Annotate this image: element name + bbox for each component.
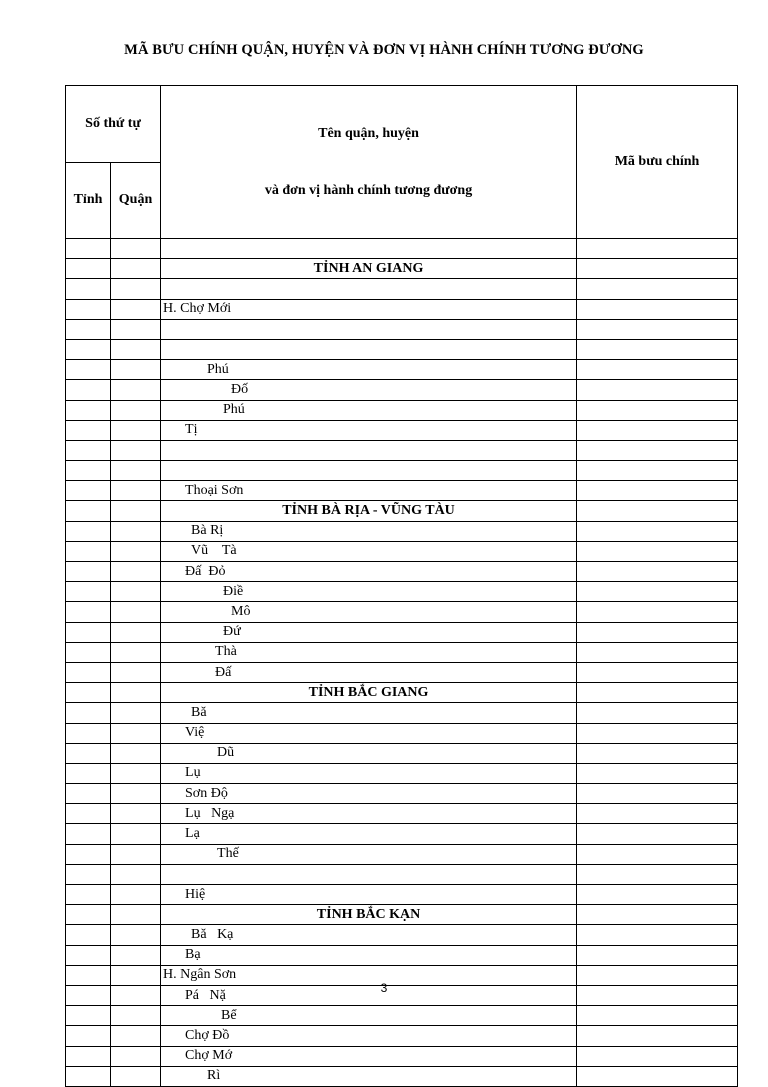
table-row: [66, 723, 738, 743]
cell-ma-buu-chinh: [577, 1006, 738, 1026]
cell-name: Đấ Đỏ: [161, 562, 577, 582]
table-row: [66, 521, 738, 541]
cell-name: Phú: [161, 360, 577, 380]
cell-tinh: [66, 582, 111, 602]
table-row: [66, 339, 738, 359]
cell-name: Bà Rị: [161, 521, 577, 541]
cell-name: Thoại Sơn: [161, 481, 577, 501]
cell-tinh: [66, 723, 111, 743]
cell-tinh: [66, 683, 111, 703]
cell-tinh: [66, 400, 111, 420]
cell-quan: [111, 239, 161, 259]
cell-ma-buu-chinh: [577, 481, 738, 501]
cell-quan: [111, 440, 161, 460]
cell-tinh: [66, 299, 111, 319]
table-row: [66, 239, 738, 259]
cell-name: Chợ Mớ: [161, 1046, 577, 1066]
cell-ma-buu-chinh: [577, 784, 738, 804]
cell-quan: [111, 945, 161, 965]
cell-ma-buu-chinh: [577, 622, 738, 642]
cell-ma-buu-chinh: [577, 723, 738, 743]
cell-quan: [111, 259, 161, 279]
cell-ma-buu-chinh: [577, 824, 738, 844]
cell-quan: [111, 481, 161, 501]
table-row: [66, 602, 738, 622]
table-row: [66, 642, 738, 662]
cell-tinh: [66, 1026, 111, 1046]
cell-name: Lạ: [161, 824, 577, 844]
cell-quan: [111, 642, 161, 662]
table-row: [66, 622, 738, 642]
cell-quan: [111, 400, 161, 420]
cell-quan: [111, 784, 161, 804]
table-row: [66, 420, 738, 440]
cell-ma-buu-chinh: [577, 1066, 738, 1086]
cell-ma-buu-chinh: [577, 864, 738, 884]
cell-name: Vũ Tà: [161, 541, 577, 561]
page-number: 3: [380, 981, 388, 995]
table-row: [66, 743, 738, 763]
cell-ma-buu-chinh: [577, 885, 738, 905]
cell-tinh: [66, 521, 111, 541]
cell-ma-buu-chinh: [577, 259, 738, 279]
cell-tinh: [66, 703, 111, 723]
cell-quan: [111, 723, 161, 743]
table-row: [66, 562, 738, 582]
table-row: [66, 1006, 738, 1026]
cell-tinh: [66, 743, 111, 763]
section-row: [66, 905, 738, 925]
header-ten-quan-huyen: [161, 86, 577, 239]
table-row: [66, 461, 738, 481]
cell-quan: [111, 703, 161, 723]
cell-quan: [111, 864, 161, 884]
cell-quan: [111, 420, 161, 440]
cell-tinh: [66, 420, 111, 440]
cell-name: Pá Nặ: [161, 985, 577, 1005]
cell-name: [161, 279, 577, 299]
section-heading: TỈNH AN GIANG: [161, 259, 577, 279]
cell-name: Đố: [161, 380, 577, 400]
cell-tinh: [66, 279, 111, 299]
cell-ma-buu-chinh: [577, 582, 738, 602]
cell-quan: [111, 602, 161, 622]
cell-quan: [111, 360, 161, 380]
cell-tinh: [66, 804, 111, 824]
page-title: MÃ BƯU CHÍNH QUẬN, HUYỆN VÀ ĐƠN VỊ HÀNH CHÍNH TƯƠNG ĐƯƠNG: [124, 42, 644, 58]
cell-ma-buu-chinh: [577, 239, 738, 259]
cell-ma-buu-chinh: [577, 804, 738, 824]
table-row: [66, 1026, 738, 1046]
cell-name: Bạ: [161, 945, 577, 965]
cell-name: [161, 864, 577, 884]
table-row: [66, 279, 738, 299]
cell-name: H. Chợ Mới: [161, 299, 577, 319]
cell-ma-buu-chinh: [577, 279, 738, 299]
cell-name: Phú: [161, 400, 577, 420]
cell-tinh: [66, 1066, 111, 1086]
header-ten-line1: Tên quận, huyện: [318, 126, 419, 141]
cell-quan: [111, 1026, 161, 1046]
cell-quan: [111, 844, 161, 864]
cell-ma-buu-chinh: [577, 683, 738, 703]
cell-tinh: [66, 905, 111, 925]
cell-ma-buu-chinh: [577, 1026, 738, 1046]
cell-tinh: [66, 339, 111, 359]
cell-quan: [111, 1006, 161, 1026]
cell-tinh: [66, 380, 111, 400]
cell-name: [161, 440, 577, 460]
cell-tinh: [66, 481, 111, 501]
cell-quan: [111, 319, 161, 339]
cell-tinh: [66, 461, 111, 481]
table-row: [66, 662, 738, 682]
table-row: [66, 1046, 738, 1066]
cell-quan: [111, 1066, 161, 1086]
table-row: [66, 360, 738, 380]
cell-ma-buu-chinh: [577, 642, 738, 662]
cell-ma-buu-chinh: [577, 703, 738, 723]
cell-tinh: [66, 319, 111, 339]
cell-quan: [111, 743, 161, 763]
cell-tinh: [66, 885, 111, 905]
cell-quan: [111, 299, 161, 319]
cell-name: Lụ: [161, 763, 577, 783]
cell-ma-buu-chinh: [577, 562, 738, 582]
cell-name: Đứ: [161, 622, 577, 642]
cell-ma-buu-chinh: [577, 521, 738, 541]
cell-tinh: [66, 1006, 111, 1026]
cell-quan: [111, 541, 161, 561]
table-row: [66, 380, 738, 400]
cell-name: Mô: [161, 602, 577, 622]
cell-ma-buu-chinh: [577, 541, 738, 561]
cell-quan: [111, 501, 161, 521]
header-ten-line2: và đơn vị hành chính tương đương: [264, 183, 473, 198]
cell-tinh: [66, 259, 111, 279]
cell-name: [161, 461, 577, 481]
cell-name: Lụ Ngạ: [161, 804, 577, 824]
cell-tinh: [66, 360, 111, 380]
header-so-thu-tu: Số thứ tự: [66, 86, 161, 163]
table-row: [66, 844, 738, 864]
cell-tinh: [66, 501, 111, 521]
table-row: [66, 1066, 738, 1086]
cell-quan: [111, 622, 161, 642]
cell-quan: [111, 804, 161, 824]
cell-tinh: [66, 763, 111, 783]
cell-quan: [111, 461, 161, 481]
table-row: [66, 703, 738, 723]
cell-quan: [111, 582, 161, 602]
table-row: [66, 440, 738, 460]
section-row: [66, 501, 738, 521]
cell-quan: [111, 824, 161, 844]
table-row: [66, 824, 738, 844]
table-row: [66, 299, 738, 319]
table-row: [66, 925, 738, 945]
cell-name: Việ: [161, 723, 577, 743]
table-row: [66, 582, 738, 602]
cell-ma-buu-chinh: [577, 945, 738, 965]
header-ma-buu-chinh: Mã bưu chính: [577, 86, 738, 239]
table-row: [66, 763, 738, 783]
postal-code-table: [65, 85, 738, 1087]
cell-ma-buu-chinh: [577, 662, 738, 682]
cell-ma-buu-chinh: [577, 380, 738, 400]
cell-name: Điề: [161, 582, 577, 602]
cell-ma-buu-chinh: [577, 339, 738, 359]
cell-tinh: [66, 784, 111, 804]
section-heading: TỈNH BẮC GIANG: [161, 683, 577, 703]
table-row: [66, 481, 738, 501]
cell-tinh: [66, 562, 111, 582]
table-row: [66, 804, 738, 824]
cell-ma-buu-chinh: [577, 763, 738, 783]
cell-name: Dũ: [161, 743, 577, 763]
table-row: [66, 945, 738, 965]
cell-name: H. Ngân Sơn: [161, 965, 577, 985]
cell-quan: [111, 683, 161, 703]
table-row: [66, 864, 738, 884]
header-tinh: Tỉnh: [66, 162, 111, 239]
cell-ma-buu-chinh: [577, 925, 738, 945]
cell-name: Tị: [161, 420, 577, 440]
cell-tinh: [66, 1046, 111, 1066]
cell-quan: [111, 279, 161, 299]
cell-ma-buu-chinh: [577, 844, 738, 864]
cell-quan: [111, 562, 161, 582]
cell-name: Hiệ: [161, 885, 577, 905]
cell-tinh: [66, 642, 111, 662]
cell-ma-buu-chinh: [577, 319, 738, 339]
section-row: [66, 683, 738, 703]
cell-ma-buu-chinh: [577, 461, 738, 481]
cell-ma-buu-chinh: [577, 299, 738, 319]
cell-name: [161, 319, 577, 339]
table-row: [66, 885, 738, 905]
table-row: [66, 319, 738, 339]
header-row-1: [66, 86, 738, 163]
cell-quan: [111, 905, 161, 925]
cell-name: Bă Kạ: [161, 925, 577, 945]
table-row: [66, 541, 738, 561]
table-body: [66, 239, 738, 1087]
cell-ma-buu-chinh: [577, 1046, 738, 1066]
cell-tinh: [66, 662, 111, 682]
cell-tinh: [66, 824, 111, 844]
cell-tinh: [66, 440, 111, 460]
cell-name: Thế: [161, 844, 577, 864]
section-row: [66, 259, 738, 279]
cell-name: Chợ Đồ: [161, 1026, 577, 1046]
section-heading: TỈNH BẮC KẠN: [161, 905, 577, 925]
cell-tinh: [66, 602, 111, 622]
cell-name: [161, 339, 577, 359]
cell-quan: [111, 925, 161, 945]
cell-tinh: [66, 925, 111, 945]
cell-name: Bể: [161, 1006, 577, 1026]
cell-name: Đấ: [161, 662, 577, 682]
cell-ma-buu-chinh: [577, 440, 738, 460]
cell-tinh: [66, 844, 111, 864]
cell-quan: [111, 380, 161, 400]
cell-ma-buu-chinh: [577, 602, 738, 622]
cell-name: Thà: [161, 642, 577, 662]
cell-name: [161, 239, 577, 259]
cell-tinh: [66, 945, 111, 965]
cell-name: Sơn Độ: [161, 784, 577, 804]
cell-quan: [111, 1046, 161, 1066]
cell-quan: [111, 885, 161, 905]
cell-ma-buu-chinh: [577, 400, 738, 420]
cell-ma-buu-chinh: [577, 501, 738, 521]
cell-name: Bă: [161, 703, 577, 723]
cell-ma-buu-chinh: [577, 905, 738, 925]
cell-ma-buu-chinh: [577, 743, 738, 763]
cell-quan: [111, 521, 161, 541]
table-row: [66, 400, 738, 420]
cell-ma-buu-chinh: [577, 420, 738, 440]
section-heading: TỈNH BÀ RỊA - VŨNG TÀU: [161, 501, 577, 521]
cell-quan: [111, 339, 161, 359]
table-row: [66, 784, 738, 804]
cell-ma-buu-chinh: [577, 360, 738, 380]
header-quan: Quận: [111, 162, 161, 239]
cell-tinh: [66, 541, 111, 561]
cell-quan: [111, 763, 161, 783]
cell-tinh: [66, 622, 111, 642]
cell-tinh: [66, 864, 111, 884]
cell-name: Rì: [161, 1066, 577, 1086]
cell-tinh: [66, 239, 111, 259]
cell-quan: [111, 662, 161, 682]
